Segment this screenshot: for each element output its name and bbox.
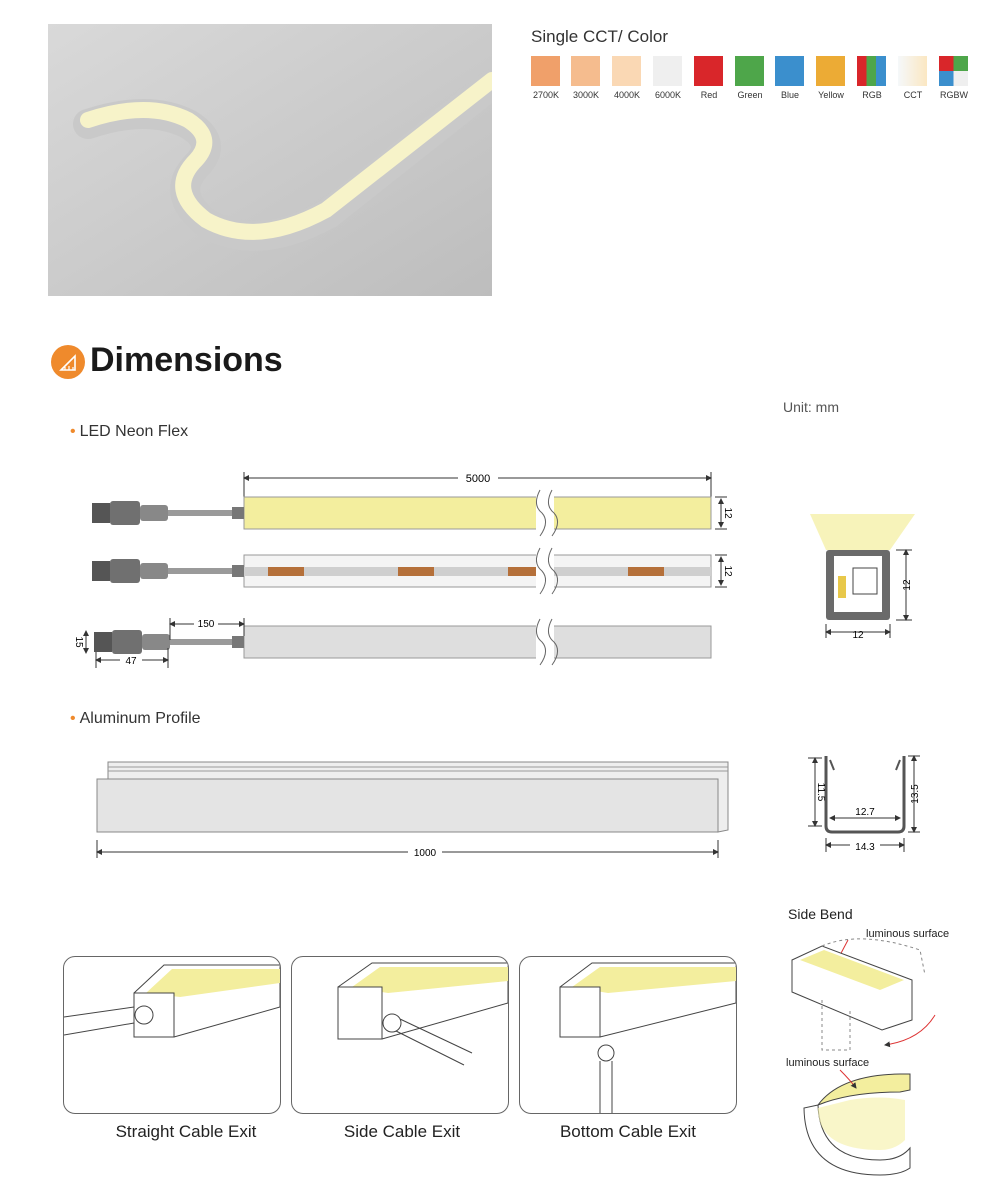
swatch-red <box>694 56 723 86</box>
aluminum-profile-drawing <box>97 762 728 832</box>
swatch-label: 2700K <box>532 90 560 100</box>
neon-strip-bottom <box>244 619 711 665</box>
outer-height-label: 13.5 <box>910 784 921 804</box>
connector-length-label: 47 <box>125 656 137 667</box>
swatch-yellow <box>816 56 845 86</box>
swatch-label: RGB <box>862 90 882 100</box>
bottom-cable-exit-card <box>519 956 737 1114</box>
neon-height-mid-label: 12 <box>722 565 733 577</box>
swatch-2700k <box>531 56 560 86</box>
aluminum-length-label: 1000 <box>413 848 437 859</box>
neon-cross-section <box>810 514 915 620</box>
swatch-rgbw <box>939 56 968 86</box>
neon-strip-middle <box>244 548 711 594</box>
straight-cable-exit-caption: Straight Cable Exit <box>115 1122 257 1141</box>
swatch-blue <box>775 56 804 86</box>
outer-width-label: 14.3 <box>855 842 875 853</box>
dimension-drawings <box>0 440 1000 880</box>
aluminum-profile-heading: • Aluminum Profile <box>70 710 201 727</box>
connector-top <box>92 501 244 525</box>
swatch-6000k <box>653 56 682 86</box>
dimensions-title: Dimensions <box>90 341 283 379</box>
bottom-cable-exit-caption: Bottom Cable Exit <box>559 1122 697 1141</box>
swatch-label: 3000K <box>572 90 600 100</box>
side-cable-exit-card <box>291 956 509 1114</box>
side-cable-exit-caption: Side Cable Exit <box>343 1122 461 1141</box>
cross-height-label: 12 <box>902 579 913 591</box>
neon-height-top-label: 12 <box>722 507 733 519</box>
neon-flex-heading: • LED Neon Flex <box>70 423 189 440</box>
swatch-cct <box>898 56 927 86</box>
cable-length-label: 150 <box>197 619 215 630</box>
swatch-4000k <box>612 56 641 86</box>
swatch-rgb <box>857 56 886 86</box>
swatch-label: Red <box>700 90 718 100</box>
color-options-title: Single CCT/ Color <box>531 27 668 46</box>
swatch-label: CCT <box>903 90 923 100</box>
straight-cable-exit-card <box>63 956 281 1114</box>
ruler-triangle-icon <box>51 345 85 379</box>
neon-flex-label: LED Neon Flex <box>79 423 189 440</box>
inner-height-label: 11.5 <box>815 782 826 802</box>
swatch-label: RGBW <box>940 90 968 100</box>
neon-strip-top <box>244 490 711 536</box>
cross-width-label: 12 <box>852 630 864 641</box>
connector-dia-label: 15 <box>73 636 84 648</box>
swatch-3000k <box>571 56 600 86</box>
swatch-label: Blue <box>780 90 799 100</box>
swatch-label: Green <box>737 90 763 100</box>
connector-bottom <box>94 630 244 654</box>
side-bend-diagram <box>775 900 1000 1185</box>
neon-length-label: 5000 <box>465 473 491 485</box>
side-bend-title: Side Bend <box>788 906 853 922</box>
inner-width-label: 12.7 <box>855 807 875 818</box>
swatch-label: 6000K <box>654 90 682 100</box>
unit-label: Unit: mm <box>783 399 839 415</box>
swatch-label: Yellow <box>818 90 844 100</box>
swatch-green <box>735 56 764 86</box>
aluminum-profile-label: Aluminum Profile <box>79 710 201 727</box>
aluminum-cross-section <box>826 756 904 832</box>
luminous-surface-label-1: luminous surface <box>866 928 950 940</box>
luminous-surface-label-2: luminous surface <box>786 1057 870 1069</box>
product-hero-image <box>48 24 492 296</box>
swatch-label: 4000K <box>613 90 641 100</box>
connector-middle <box>92 559 244 583</box>
